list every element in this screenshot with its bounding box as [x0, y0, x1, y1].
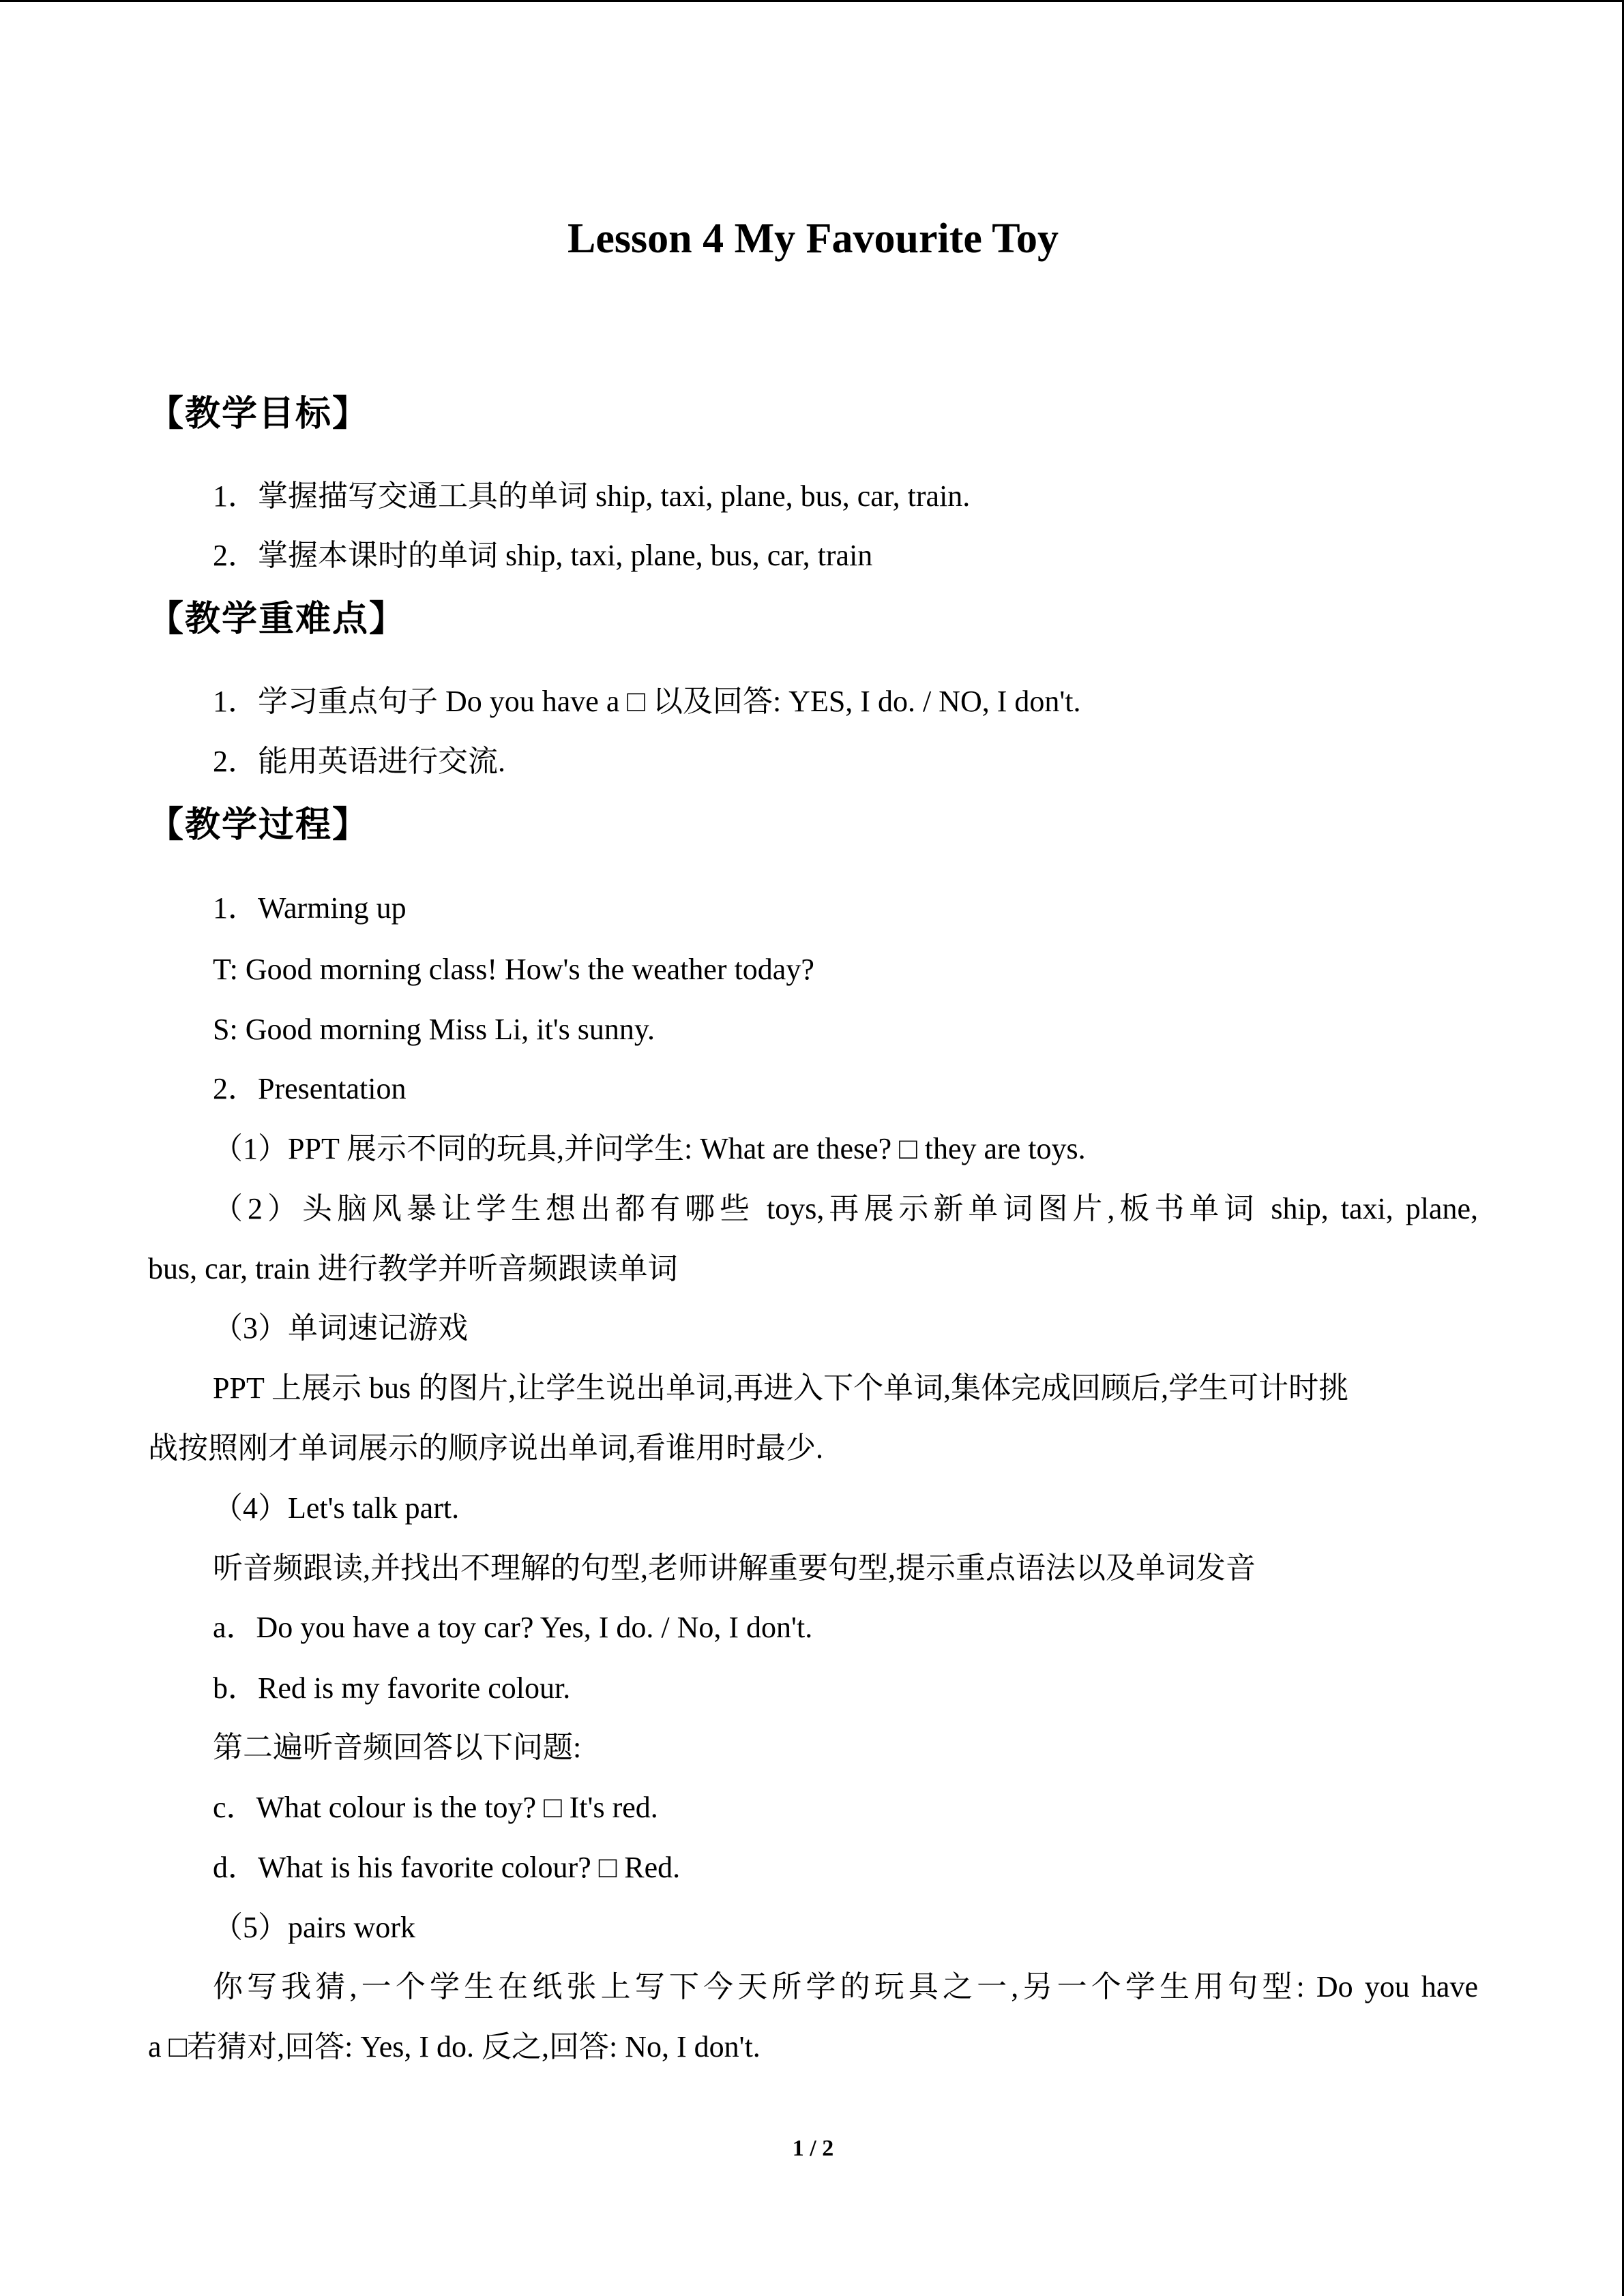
process-line-sentence-b: b．Red is my favorite colour. [213, 1671, 571, 1705]
key-point-item-2: 2．能用英语进行交流. [213, 745, 505, 778]
process-line-step-5-desc-a: 你写我猜,一个学生在纸张上写下今天所学的玩具之一,另一个学生用句型: Do you have [213, 1970, 1478, 2003]
process-line-step-4-desc: 听音频跟读,并找出不理解的句型,老师讲解重要句型,提示重点语法以及单词发音 [213, 1551, 1256, 1585]
process-line-step-5: （5）pairs work [213, 1911, 415, 1944]
process-line-question-d: d．What is his favorite colour? □ Red. [213, 1851, 681, 1884]
process-line-second-listening: 第二遍听音频回答以下问题: [213, 1731, 582, 1764]
process-line-step-3-desc-b: 战按照刚才单词展示的顺序说出单词,看谁用时最少. [148, 1431, 823, 1465]
document-title: Lesson 4 My Favourite Toy [567, 215, 1059, 262]
process-line-teacher-greeting: T: Good morning class! How's the weather today? [213, 953, 814, 986]
process-line-sentence-a: a．Do you have a toy car? Yes, I do. / No, I don't. [213, 1611, 813, 1644]
process-line-step-2-b: bus, car, train 进行教学并听音频跟读单词 [148, 1252, 678, 1285]
process-line-step-3: （3）单词速记游戏 [213, 1311, 468, 1345]
section-heading-objectives: 【教学目标】 [148, 393, 370, 434]
section-heading-process: 【教学过程】 [148, 805, 370, 846]
process-line-warming-up: 1．Warming up [213, 891, 407, 925]
process-line-student-greeting: S: Good morning Miss Li, it's sunny. [213, 1013, 655, 1046]
process-line-question-c: c．What colour is the toy? □ It's red. [213, 1791, 658, 1824]
process-line-step-2-a: （2）头脑风暴让学生想出都有哪些 toys,再展示新单词图片,板书单词 ship, taxi, plane, [213, 1192, 1478, 1225]
process-line-presentation: 2．Presentation [213, 1072, 407, 1105]
objective-item-1: 1．掌握描写交通工具的单词 ship, taxi, plane, bus, car, train. [213, 479, 971, 513]
process-line-step-4: （4）Let's talk part. [213, 1491, 460, 1525]
top-border-line [0, 0, 1624, 2]
process-line-step-1: （1）PPT 展示不同的玩具,并问学生: What are these? □ they are toys. [213, 1132, 1086, 1165]
process-line-step-5-desc-b: a □若猜对,回答: Yes, I do. 反之,回答: No, I don't. [148, 2030, 761, 2063]
process-line-step-3-desc-a: PPT 上展示 bus 的图片,让学生说出单词,再进入下个单词,集体完成回顾后,学生可计时挑 [213, 1371, 1349, 1405]
objective-item-2: 2．掌握本课时的单词 ship, taxi, plane, bus, car, train [213, 539, 873, 572]
section-heading-key-points: 【教学重难点】 [148, 599, 407, 640]
page-number: 1 / 2 [792, 2136, 834, 2161]
key-point-item-1: 1．学习重点句子 Do you have a □ 以及回答: YES, I do. / NO, I don't. [213, 685, 1081, 718]
